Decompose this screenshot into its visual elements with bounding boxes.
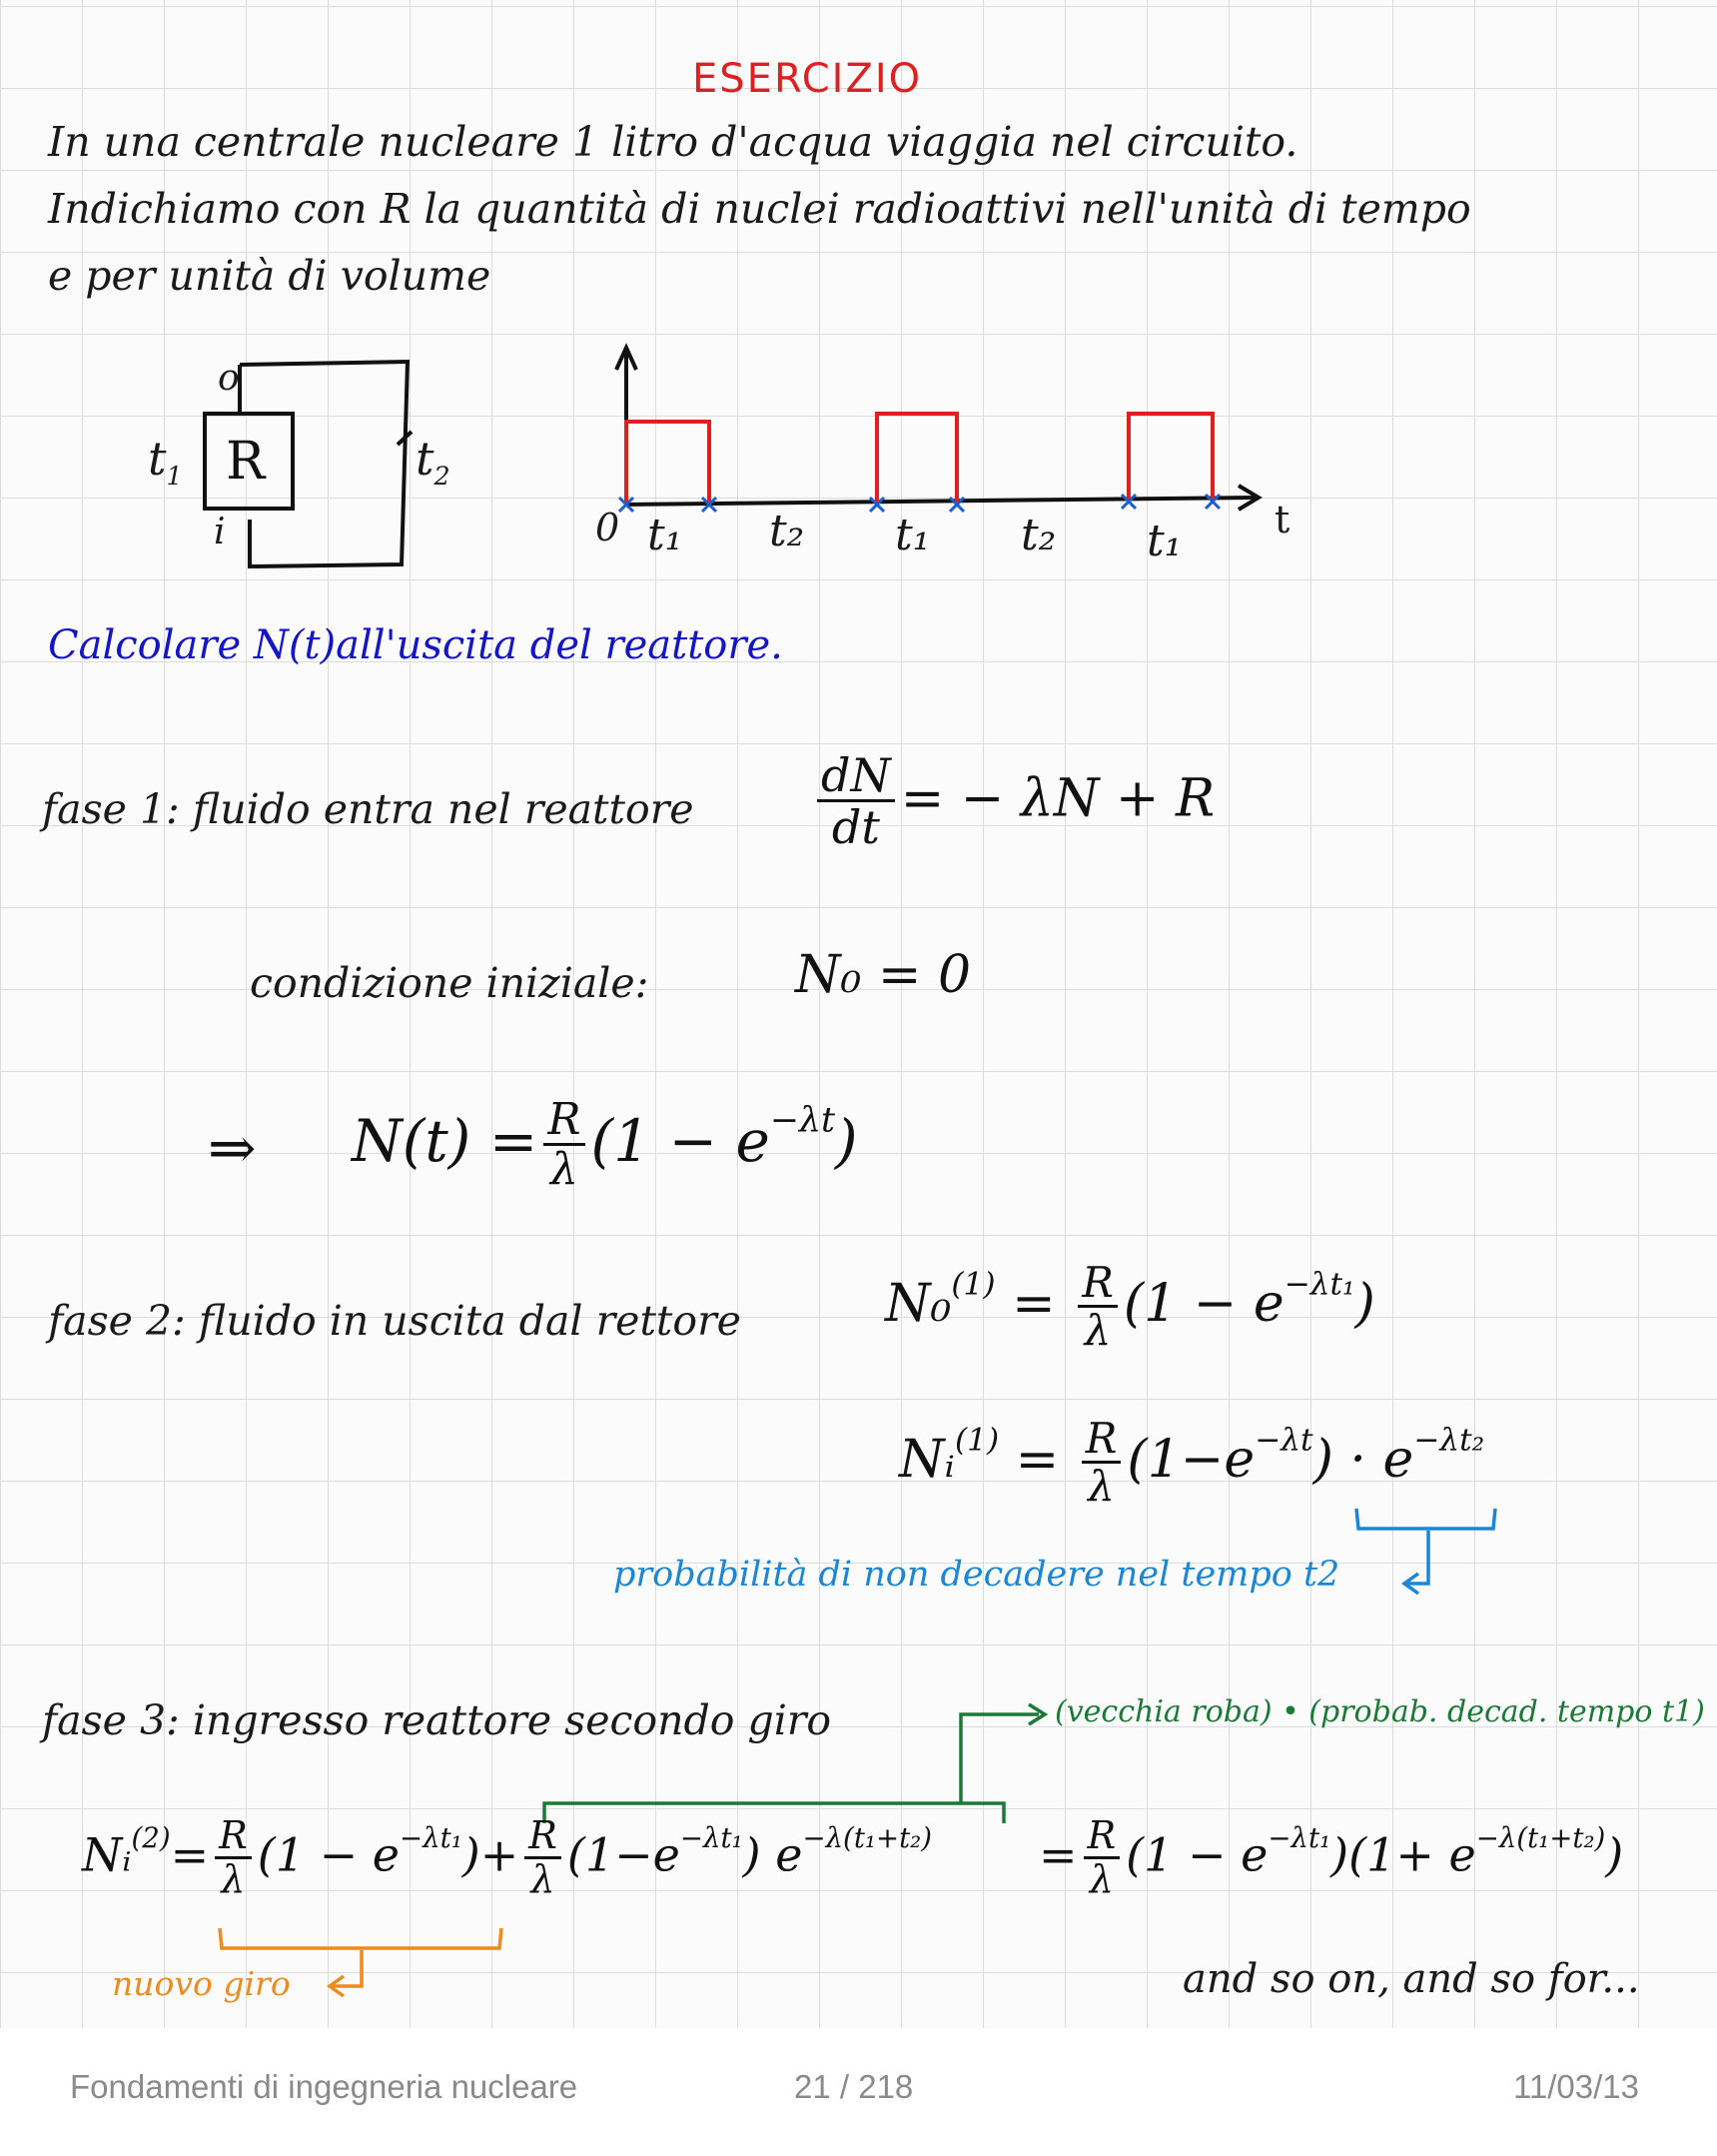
- bracket-new-round: [220, 1928, 501, 1948]
- task-statement: Calcolare N(t)all'uscita del reattore.: [48, 622, 783, 668]
- fase1-ode: $\frac{dN}{dt}$ = − λN + R: [811, 751, 1215, 853]
- intro-line-2: Indichiamo con R la quantità di nuclei radioattivi nell'unità di tempo: [48, 185, 1471, 233]
- fase1-label: fase 1: fluido entra nel reattore: [42, 785, 694, 833]
- circuit-label-t2: $t_2$: [416, 432, 450, 492]
- pulse-2: [877, 414, 957, 505]
- circuit-label-o: o: [218, 358, 240, 399]
- pulse-1: [626, 422, 709, 505]
- fase3-result: = $\frac{R}{\lambda}$ $(1 - e^{-\lambda t_1})(1+ e^{-\lambda(t_1+t_2)})$: [1039, 1813, 1624, 1901]
- arrow-old-stuff: [961, 1714, 1039, 1803]
- and-so-on-note: and so on, and so for...: [1183, 1956, 1640, 2002]
- timeline-seg-3: t₁: [895, 510, 931, 560]
- fase3-note: (vecchia roba) • (probab. decad. tempo t1): [1055, 1694, 1705, 1729]
- footer-date: 11/03/13: [1513, 2068, 1640, 2105]
- timeline-seg-4: t₂: [1021, 510, 1057, 560]
- bracket-decay: [1356, 1509, 1495, 1529]
- implies-arrow-icon: ⇒: [208, 1114, 257, 1182]
- new-round-note: nuovo giro: [112, 1964, 291, 2003]
- fase1-solution: N(t) = $\frac{R}{\lambda}$ $(1 - e^{-\lambda t})$: [352, 1094, 858, 1196]
- initial-condition-eq: N₀ = 0: [795, 945, 972, 1005]
- footer-page-number: 21 / 218: [794, 2068, 914, 2105]
- timeline-seg-5: t₁: [1147, 516, 1183, 566]
- timeline-chart: [616, 348, 1259, 512]
- timeline-axis-label: t: [1275, 498, 1290, 541]
- intro-line-3: e per unità di volume: [48, 252, 491, 300]
- fase2-eq-1: N₀$^{(1)}$ = $\frac{R}{\lambda}$ $(1 - e^{-\lambda t_1})$: [885, 1258, 1375, 1356]
- circuit-label-t1: $t_1$: [148, 432, 183, 492]
- time-axis: [626, 498, 1257, 505]
- footer-course: Fondamenti di ingegneria nucleare: [70, 2068, 578, 2105]
- circuit-label-R: R: [226, 432, 266, 492]
- fase3-label: fase 3: ingresso reattore secondo giro: [42, 1696, 832, 1744]
- pulse-3: [1129, 414, 1213, 502]
- intro-line-1: In una centrale nucleare 1 litro d'acqua viaggia nel circuito.: [48, 118, 1298, 166]
- fase2-note: probabilità di non decadere nel tempo t2: [613, 1555, 1340, 1595]
- timeline-seg-2: t₂: [769, 506, 805, 556]
- fase2-label: fase 2: fluido in uscita dal rettore: [48, 1297, 741, 1345]
- fase3-equation: Nᵢ$^{(2)}$= $\frac{R}{\lambda}$ $(1 - e^{-\lambda t_1})+$ $\frac{R}{\lambda}$ $(1-e^{-\lambda t_1})$ $e^{-\lambda(t_1+t_2)}$: [82, 1813, 933, 1901]
- circuit-label-i: i: [214, 512, 226, 552]
- initial-condition-label: condizione iniziale:: [250, 959, 649, 1007]
- page-title: ESERCIZIO: [692, 56, 923, 102]
- timeline-seg-1: t₁: [647, 510, 683, 560]
- timeline-origin: 0: [595, 506, 620, 549]
- fase2-eq-2: Nᵢ$^{(1)}$ = $\frac{R}{\lambda}$ $(1-e^{-\lambda t}) \cdot e^{-\lambda t_2}$: [899, 1414, 1485, 1512]
